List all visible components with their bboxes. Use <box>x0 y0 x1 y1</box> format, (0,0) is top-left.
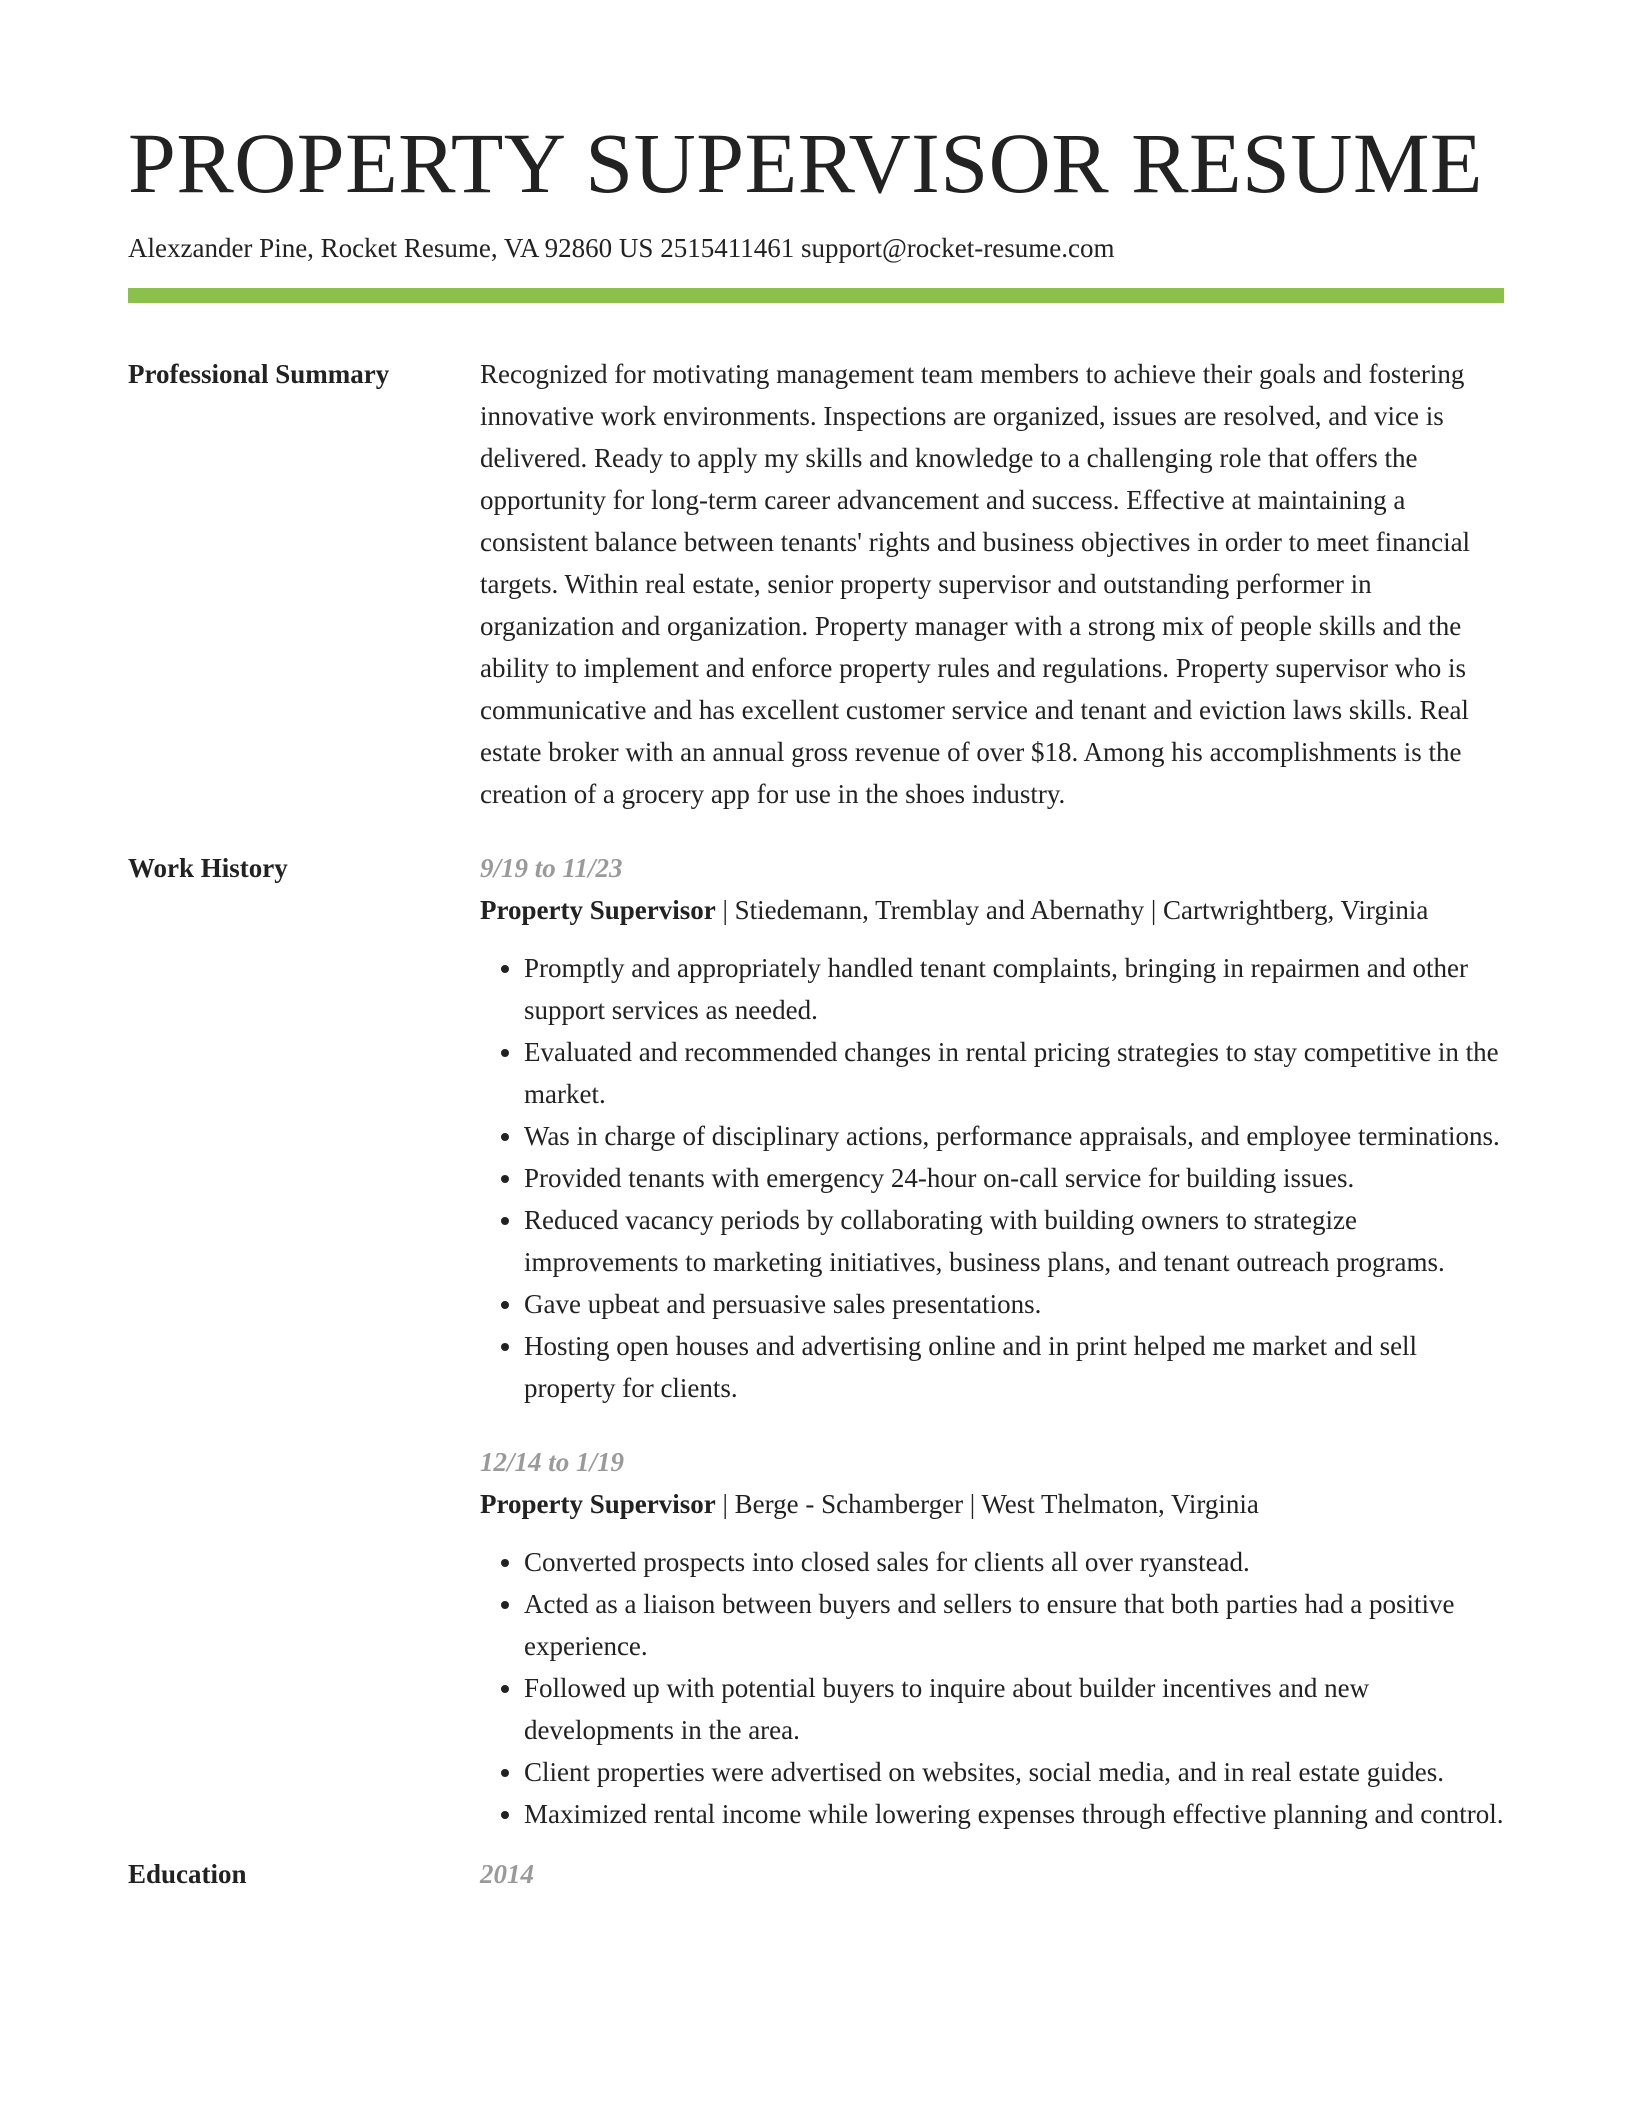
job-bullet: • Converted prospects into closed sales for clients all over ryanstead. <box>524 1541 1504 1583</box>
section-label-work-history: Work History <box>128 852 288 883</box>
job-bullet: • Acted as a liaison between buyers and sellers to ensure that both parties had a positive experience. <box>524 1583 1504 1667</box>
job-details: | Stiedemann, Tremblay and Abernathy | Cartwrightberg, Virginia <box>715 894 1429 925</box>
professional-summary-text: Recognized for motivating management team members to achieve their goals and fostering innovative work environments. Inspections are organized, issues are resolved, and vice is delivered. Ready to apply my skills and knowledge to a challenging role that offers the opportunity for long-term career advancement and success. Effective at maintaining a consistent balance between tenants' rights and business objectives in order to meet financial targets. Within real estate, senior property supervisor and outstanding performer in organization and organization. Property manager with a strong mix of people skills and the ability to implement and enforce property rules and regulations. Property supervisor who is communicative and has excellent customer service and tenant and eviction laws skills. Real estate broker with an annual gross revenue of over $18. Among his accomplishments is the creation of a grocery app for use in the shoes industry. <box>480 358 1471 809</box>
job-dates: 12/14 to 1/19 <box>480 1446 625 1477</box>
work-history-body <box>480 847 1504 1835</box>
professional-summary-body <box>480 353 1504 815</box>
work-history-section <box>128 847 1504 1835</box>
job-header <box>480 889 1504 931</box>
job-bullet: • Provided tenants with emergency 24-hour on-call service for building issues. <box>524 1157 1504 1199</box>
professional-summary-section <box>128 353 1504 815</box>
section-label-education: Education <box>128 1858 247 1889</box>
job-details: | Berge - Schamberger | West Thelmaton, Virginia <box>715 1488 1259 1519</box>
job-bullet-list <box>480 947 1504 1409</box>
job-bullet: • Hosting open houses and advertising online and in print helped me market and sell property for clients. <box>524 1325 1504 1409</box>
education-section <box>128 1853 1504 1895</box>
job-dates: 9/19 to 11/23 <box>480 852 623 883</box>
section-label-professional-summary: Professional Summary <box>128 358 390 389</box>
job-bullet: • Reduced vacancy periods by collaborating with building owners to strategize improvements to marketing initiatives, business plans, and tenant outreach programs. <box>524 1199 1504 1283</box>
resume-title: PROPERTY SUPERVISOR RESUME <box>128 115 1483 211</box>
education-body <box>480 1853 1504 1895</box>
job-bullet-list <box>480 1541 1504 1835</box>
job-bullet: • Promptly and appropriately handled tenant complaints, bringing in repairmen and other support services as needed. <box>524 947 1504 1031</box>
job-bullet: • Maximized rental income while lowering expenses through effective planning and control. <box>524 1793 1504 1835</box>
job-header <box>480 1483 1504 1525</box>
resume-page <box>128 115 1504 1895</box>
education-dates: 2014 <box>480 1858 534 1889</box>
job-entry <box>480 847 1504 1409</box>
job-title: Property Supervisor <box>480 1488 716 1519</box>
job-bullet: • Evaluated and recommended changes in rental pricing strategies to stay competitive in the market. <box>524 1031 1504 1115</box>
job-bullet: • Client properties were advertised on websites, social media, and in real estate guides. <box>524 1751 1504 1793</box>
contact-line: Alexzander Pine, Rocket Resume, VA 92860 US 2515411461 support@rocket-resume.com <box>128 233 1115 264</box>
job-bullet: • Was in charge of disciplinary actions, performance appraisals, and employee terminations. <box>524 1115 1504 1157</box>
job-bullet: • Gave upbeat and persuasive sales presentations. <box>524 1283 1504 1325</box>
job-bullet: • Followed up with potential buyers to inquire about builder incentives and new developments in the area. <box>524 1667 1504 1751</box>
job-entry <box>480 1441 1504 1835</box>
job-title: Property Supervisor <box>480 894 716 925</box>
header-divider <box>128 288 1504 303</box>
